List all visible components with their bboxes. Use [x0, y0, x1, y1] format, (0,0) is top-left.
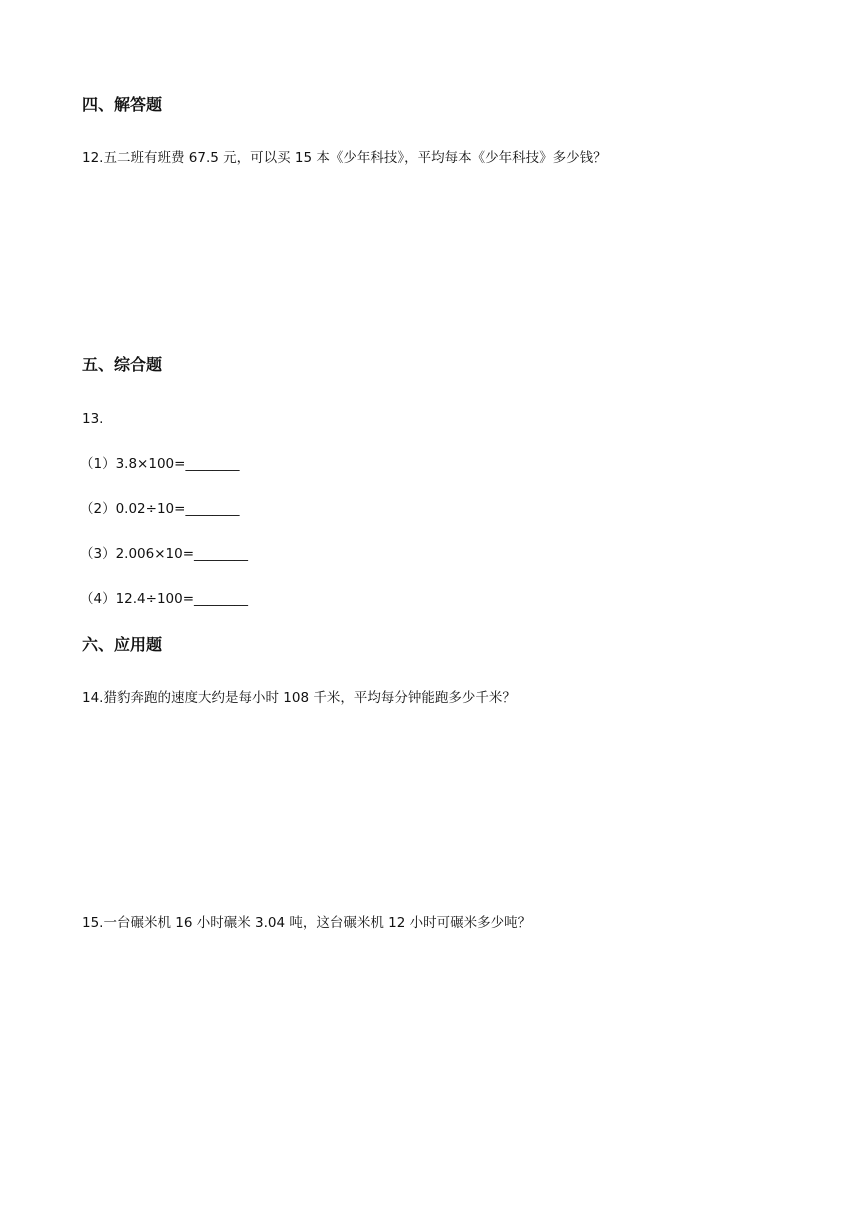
question-13: 13. — [82, 411, 104, 427]
question-13-item-4: （4）12.4÷100=________ — [80, 591, 249, 607]
question-14: 14.猎豹奔跑的速度大约是每小时 108 千米，平均每分钟能跑多少千米？ — [82, 690, 516, 706]
section-heading-answer: 四、解答题 — [82, 95, 163, 114]
section-heading-application: 六、应用题 — [82, 635, 163, 654]
question-13-item-2: （2）0.02÷10=________ — [80, 501, 240, 517]
question-15: 15.一台碾米机 16 小时碾米 3.04 吨，这台碾米机 12 小时可碾米多少吨？ — [82, 915, 532, 931]
question-13-item-1: （1）3.8×100=________ — [80, 456, 240, 472]
section-heading-comprehensive: 五、综合题 — [82, 355, 163, 374]
question-13-item-3: （3）2.006×10=________ — [80, 546, 249, 562]
question-12: 12.五二班有班费 67.5 元，可以买 15 本《少年科技》，平均每本《少年科技》多少钱？ — [82, 150, 607, 166]
